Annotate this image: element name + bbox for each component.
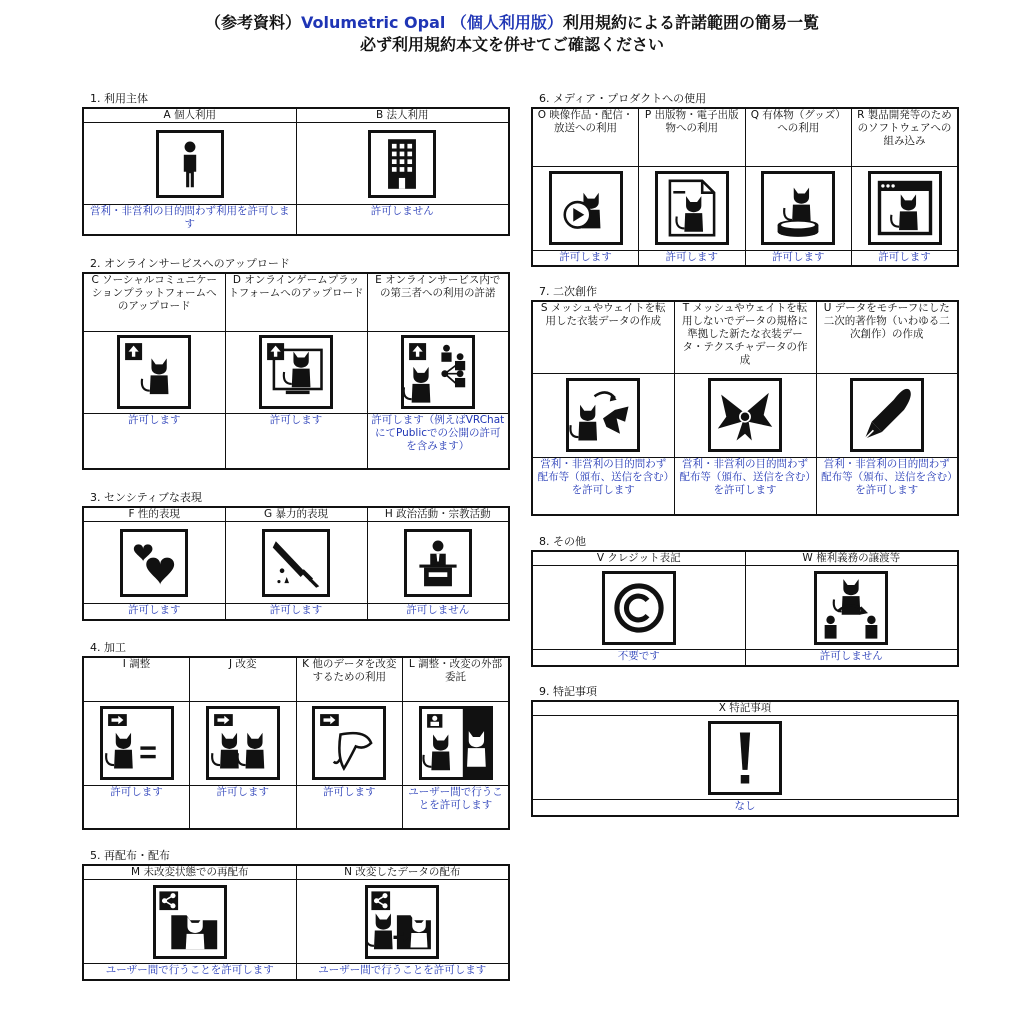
- verdict-t: 営利・非営利の目的問わず配布等（頒布、送信を含む）を許可します: [674, 457, 816, 515]
- speaker-podium-icon: [404, 529, 472, 597]
- share-modified-folder-icon: [365, 885, 439, 959]
- publication-page-icon: [655, 171, 729, 245]
- rights-transfer-icon: [814, 571, 888, 645]
- figure-goods-icon: [761, 171, 835, 245]
- col-label-i: I 調整: [83, 657, 190, 701]
- col-label-d: D オンラインゲームプラットフォームへのアップロード: [225, 273, 367, 331]
- exclamation-icon: [708, 721, 782, 795]
- verdict-n: ユーザー間で行うことを許可します: [296, 964, 509, 980]
- col-label-t: T メッシュやウェイトを転用しないでデータの規格に準拠した新たな衣装データ・テクスチャデータの作成: [674, 301, 816, 373]
- bloody-knife-icon: [262, 529, 330, 597]
- bow-costume-icon: [708, 378, 782, 452]
- permission-table: [82, 272, 510, 470]
- permission-table: [82, 107, 510, 236]
- col-label-k: K 他のデータを改変するための利用: [296, 657, 403, 701]
- col-label-o: O 映像作品・配信・放送への利用: [532, 108, 639, 166]
- col-label-q: Q 有体物（グッズ）への利用: [745, 108, 852, 166]
- upload-avatar-icon: [117, 335, 191, 409]
- title-suffix: 利用規約による許諾範囲の簡易一覧: [562, 13, 819, 32]
- section-online-upload: [82, 256, 510, 470]
- section-title: 6. メディア・プロダクトへの使用: [539, 92, 707, 105]
- verdict-d: 許可します: [225, 413, 367, 469]
- verdict-j: 許可します: [190, 785, 297, 829]
- section-derivative-works: [531, 284, 959, 516]
- verdict-o: 許可します: [532, 250, 639, 266]
- section-title: 9. 特記事項: [539, 685, 597, 698]
- title-line-2: 必ず利用規約本文を併せてご確認ください: [359, 35, 664, 54]
- col-label-j: J 改変: [190, 657, 297, 701]
- hearts-icon: [120, 529, 188, 597]
- verdict-v: 不要です: [532, 650, 745, 666]
- video-play-icon: [549, 171, 623, 245]
- person-icon: [156, 130, 224, 198]
- section-media-product: [531, 91, 959, 267]
- permission-table: [531, 550, 959, 667]
- verdict-q: 許可します: [745, 250, 852, 266]
- col-label-x: X 特記事項: [532, 701, 958, 716]
- section-processing: [82, 640, 510, 830]
- permission-table: [531, 107, 959, 267]
- upload-game-monitor-icon: [259, 335, 333, 409]
- col-label-b: B 法人利用: [296, 108, 509, 123]
- verdict-h: 許可しません: [367, 604, 509, 620]
- section-title: 8. その他: [539, 535, 586, 548]
- pen-nib-icon: [850, 378, 924, 452]
- section-special-notes: [531, 684, 959, 817]
- permission-table: [531, 700, 959, 817]
- section-title: 7. 二次創作: [539, 285, 597, 298]
- col-label-r: R 製品開発等のためのソフトウェアへの組み込み: [852, 108, 959, 166]
- section-title: 3. センシティブな表現: [90, 491, 202, 504]
- title-product: Volumetric Opal （個人利用版）: [301, 13, 563, 32]
- permission-table: [82, 864, 510, 981]
- adjust-equal-icon: [100, 706, 174, 780]
- verdict-f: 許可します: [83, 604, 225, 620]
- verdict-c: 許可します: [83, 413, 225, 469]
- section-title: 4. 加工: [90, 641, 126, 654]
- verdict-g: 許可します: [225, 604, 367, 620]
- verdict-k: 許可します: [296, 785, 403, 829]
- outsourcing-icon: [419, 706, 493, 780]
- verdict-s: 営利・非営利の目的問わず配布等（頒布、送信を含む）を許可します: [532, 457, 674, 515]
- verdict-w: 許可しません: [745, 650, 958, 666]
- verdict-p: 許可します: [639, 250, 746, 266]
- col-label-s: S メッシュやウェイトを転用した衣装データの作成: [532, 301, 674, 373]
- col-label-l: L 調整・改変の外部委託: [403, 657, 510, 701]
- title-prefix: （参考資料）: [205, 13, 302, 32]
- section-title: 5. 再配布・配布: [90, 849, 170, 862]
- upload-share-users-icon: [401, 335, 475, 409]
- col-label-v: V クレジット表記: [532, 551, 745, 566]
- col-label-c: C ソーシャルコミュニケーションプラットフォームへのアップロード: [83, 273, 225, 331]
- verdict-m: ユーザー間で行うことを許可します: [83, 964, 296, 980]
- col-label-g: G 暴力的表現: [225, 507, 367, 522]
- verdict-i: 許可します: [83, 785, 190, 829]
- verdict-r: 許可します: [852, 250, 959, 266]
- share-folder-icon: [153, 885, 227, 959]
- permission-table: [82, 656, 510, 830]
- section-title: 1. 利用主体: [90, 92, 148, 105]
- copyright-icon: [602, 571, 676, 645]
- permission-table: [531, 300, 959, 516]
- verdict-b: 許可しません: [296, 205, 509, 235]
- verdict-u: 営利・非営利の目的問わず配布等（頒布、送信を含む）を許可します: [816, 457, 958, 515]
- section-title: 2. オンラインサービスへのアップロード: [90, 257, 290, 270]
- section-redistribution: [82, 848, 510, 981]
- col-label-f: F 性的表現: [83, 507, 225, 522]
- verdict-l: ユーザー間で行うことを許可します: [403, 785, 510, 829]
- office-building-icon: [368, 130, 436, 198]
- title-line-1: [0, 12, 1024, 34]
- col-label-e: E オンラインサービス内での第三者への利用の許諾: [367, 273, 509, 331]
- permission-table: [82, 506, 510, 621]
- verdict-e: 許可します（例えばVRChatにてPublicでの公開の許可を含みます）: [367, 413, 509, 469]
- col-label-a: A 個人利用: [83, 108, 296, 123]
- section-other: [531, 534, 959, 667]
- document-title: [0, 12, 1024, 56]
- section-sensitive-expression: [82, 490, 510, 621]
- verdict-x: なし: [532, 800, 958, 816]
- col-label-n: N 改変したデータの配布: [296, 865, 509, 880]
- col-label-p: P 出版物・電子出版物への利用: [639, 108, 746, 166]
- col-label-h: H 政治活動・宗教活動: [367, 507, 509, 522]
- col-label-u: U データをモチーフにした二次的著作物（いわゆる二次創作）の作成: [816, 301, 958, 373]
- use-for-other-data-icon: [312, 706, 386, 780]
- costume-transfer-icon: [566, 378, 640, 452]
- section-usage-subject: [82, 91, 510, 236]
- verdict-a: 営利・非営利の目的問わず利用を許可します: [83, 205, 296, 235]
- software-window-icon: [868, 171, 942, 245]
- col-label-m: M 未改変状態での再配布: [83, 865, 296, 880]
- col-label-w: W 権利義務の譲渡等: [745, 551, 958, 566]
- modify-avatar-icon: [206, 706, 280, 780]
